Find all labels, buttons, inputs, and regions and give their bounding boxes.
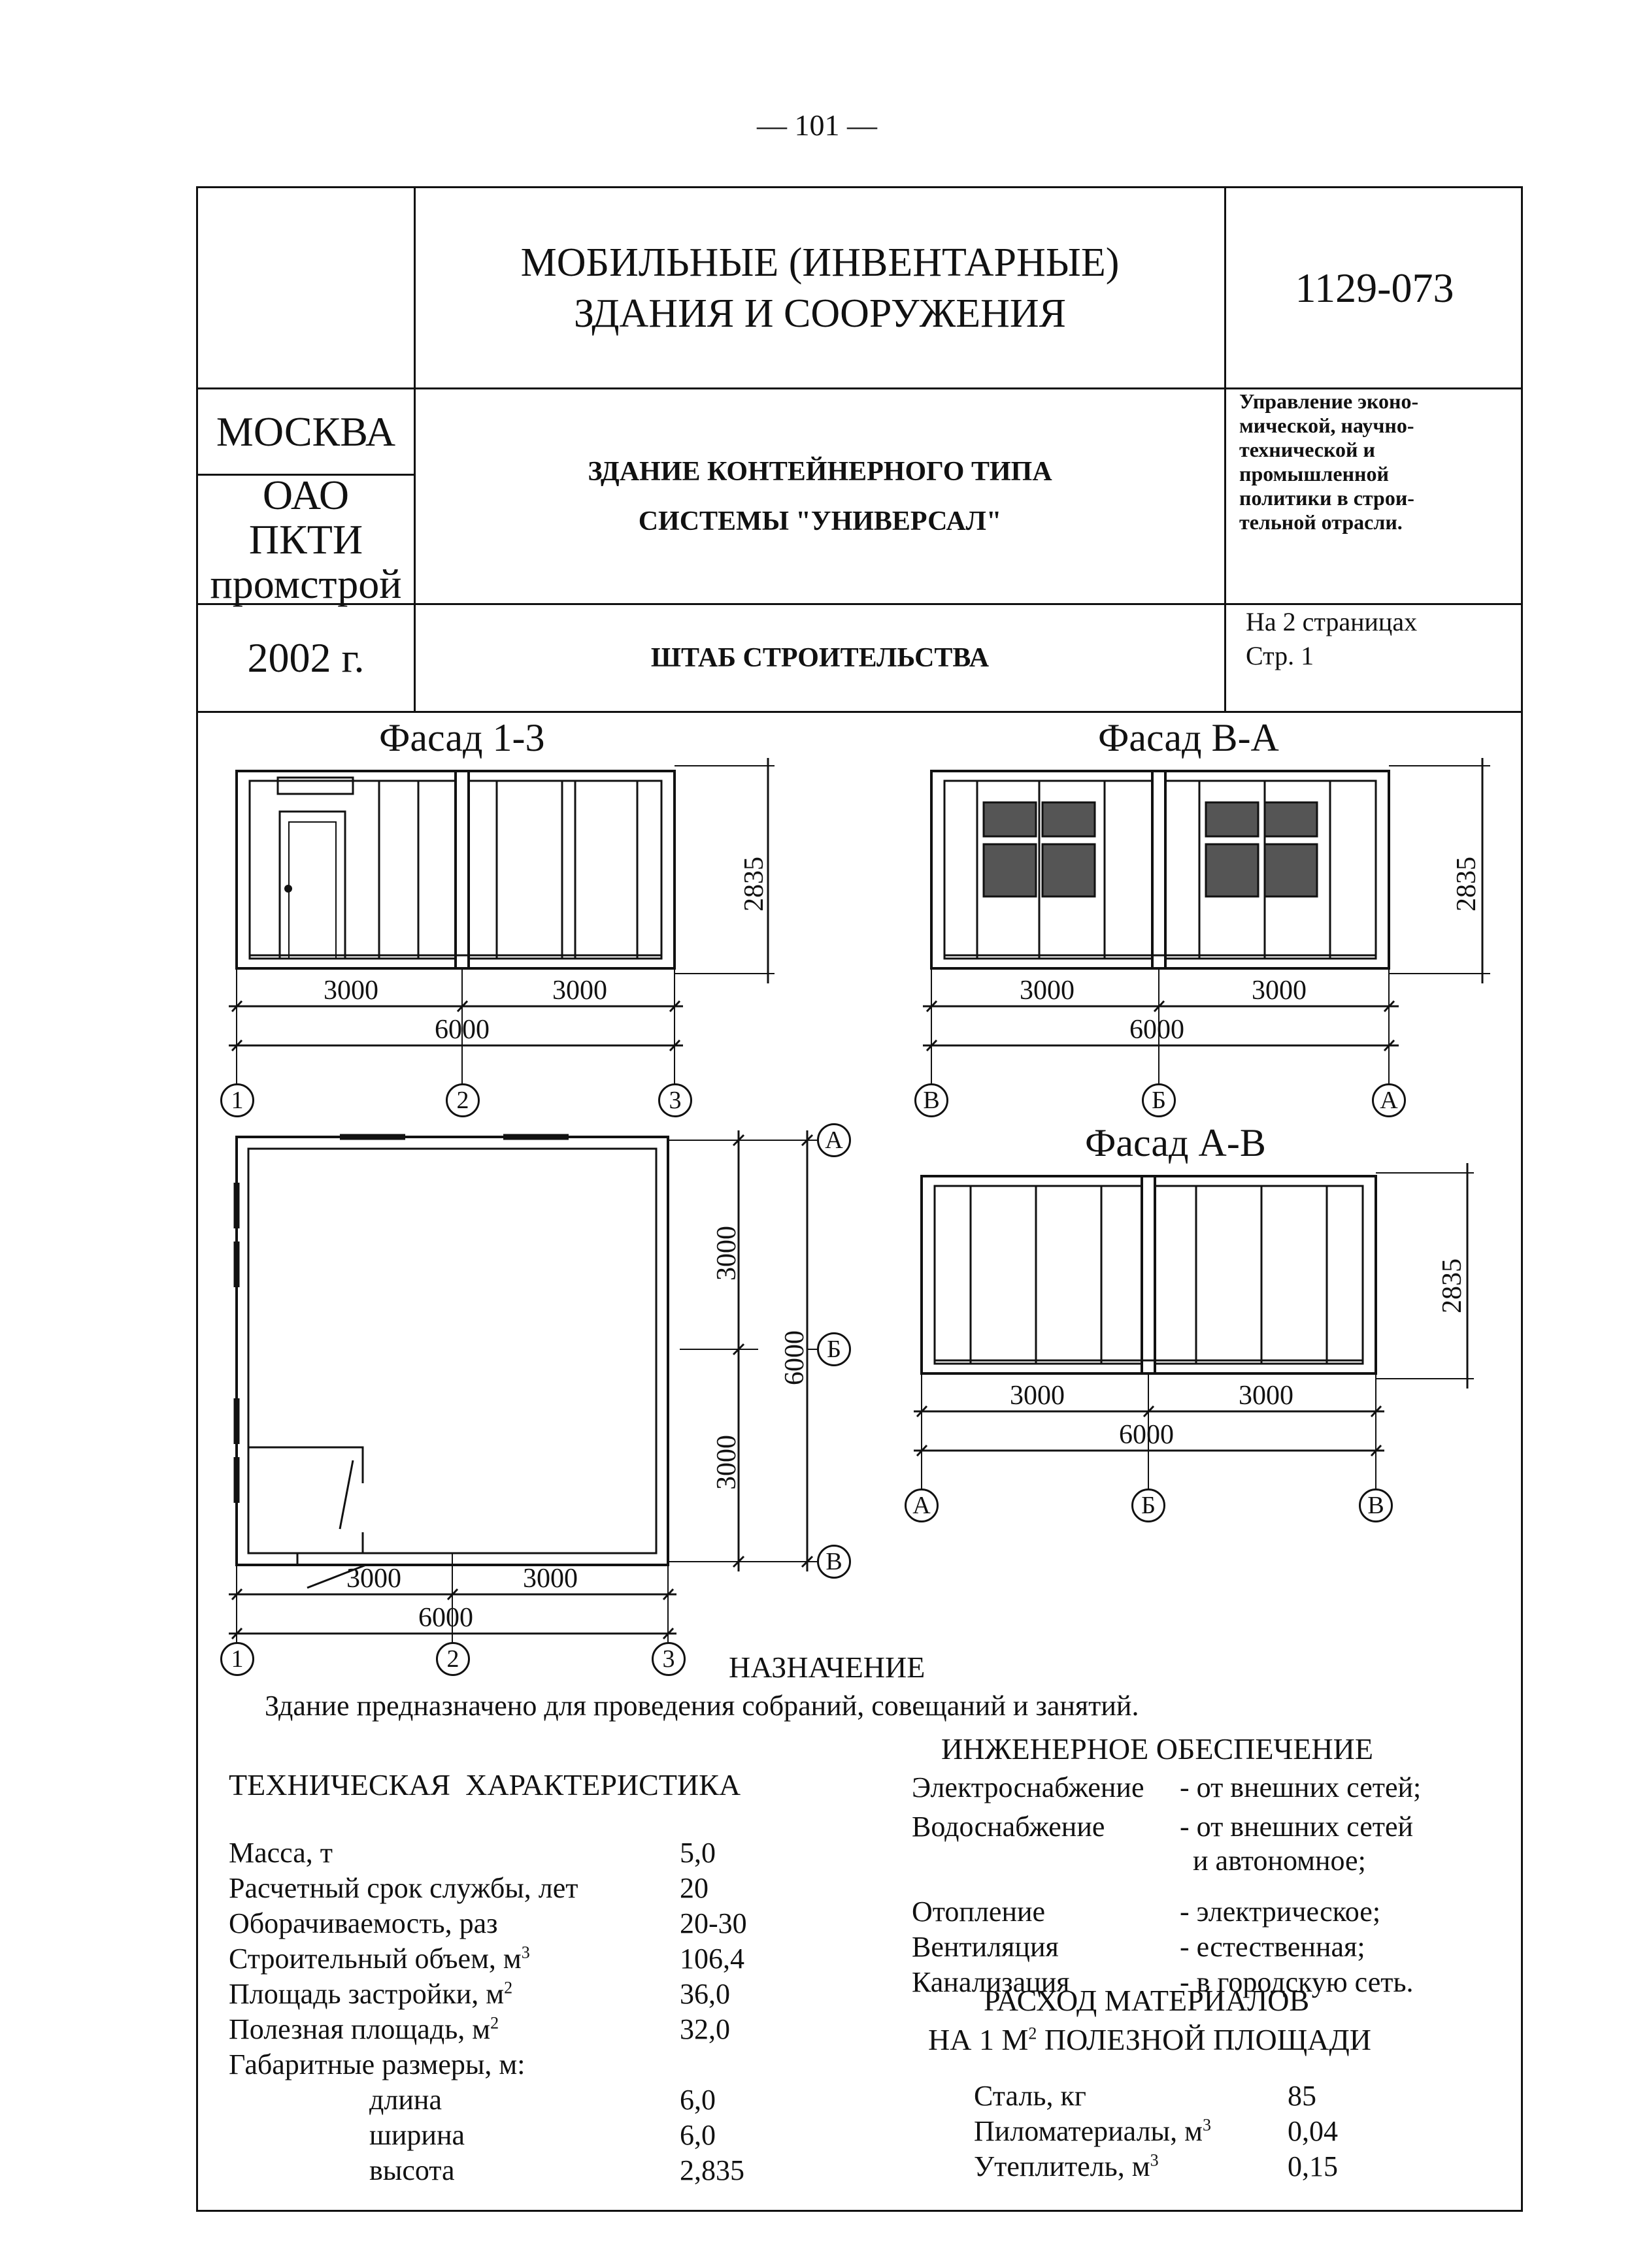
row-value: 20-30 <box>680 1907 747 1939</box>
row-label-text: Полезная площадь, м <box>229 2013 491 2045</box>
axis-marker: 3 <box>658 1083 692 1117</box>
pages-line: На 2 страницах <box>1246 607 1418 636</box>
row-label <box>974 2079 1086 2112</box>
axis-marker: В <box>914 1083 948 1117</box>
row-label-text: Отопление <box>912 1896 1046 1928</box>
axis-marker: 2 <box>436 1642 470 1676</box>
superscript: 3 <box>521 1943 530 1962</box>
dim-total: 6000 <box>1119 1420 1174 1450</box>
dim-total: 6000 <box>1129 1015 1184 1045</box>
dim-module: 3000 <box>1020 976 1075 1006</box>
axis-marker: Б <box>817 1332 851 1366</box>
row-label <box>912 1771 1144 1804</box>
facade-1-3-drawing <box>229 758 775 1094</box>
row-label-text: Строительный объем, м <box>229 1943 522 1975</box>
axis-marker: 2 <box>446 1083 480 1117</box>
row-label-text: Вентиляция <box>912 1931 1059 1963</box>
object-name: ШТАБ СТРОИТЕЛЬСТВА <box>650 643 990 673</box>
org-line: промстрой <box>210 560 402 607</box>
superscript: 2 <box>490 2013 499 2033</box>
facade-windows <box>984 802 1317 896</box>
row-value: 0,15 <box>1288 2150 1338 2182</box>
dim-height: 2835 <box>739 857 769 912</box>
row-value: - в городскую сеть. <box>1180 1966 1414 1998</box>
axis-marker: В <box>817 1545 851 1579</box>
row-label-text: Площадь застройки, м <box>229 1978 505 2010</box>
materials-subheading-a: НА 1 М <box>928 2023 1029 2056</box>
mgmt-line: политики в строи- <box>1239 486 1414 510</box>
row-label-text: Канализация <box>912 1966 1070 1998</box>
facade-a-v-drawing <box>914 1163 1474 1500</box>
row-label <box>974 2114 1211 2148</box>
materials-subheading <box>928 2022 1371 2057</box>
row-label-text: длина <box>369 2084 442 2116</box>
row-label-text: высота <box>369 2154 455 2186</box>
row-value: 106,4 <box>680 1943 744 1975</box>
pages-line: Стр. 1 <box>1246 641 1314 670</box>
dim-total: 6000 <box>780 1330 810 1385</box>
tech-heading: ТЕХНИЧЕСКАЯ ХАРАКТЕРИСТИКА <box>229 1768 741 1801</box>
purpose-heading: НАЗНАЧЕНИЕ <box>729 1651 925 1684</box>
row-value: - электрическое; <box>1180 1896 1381 1928</box>
city: МОСКВА <box>216 408 396 455</box>
dim-total: 6000 <box>418 1603 473 1633</box>
row-label-text: Утеплитель, м <box>974 2150 1150 2182</box>
facade-1-3-title: Фасад 1-3 <box>379 716 545 759</box>
superscript: 2 <box>504 1978 513 1997</box>
axis-marker: Б <box>1142 1083 1176 1117</box>
row-label-text: Масса, т <box>229 1837 333 1869</box>
dim-module: 3000 <box>552 976 607 1006</box>
facade-a-v-title: Фасад А-В <box>1085 1121 1266 1164</box>
row-label <box>229 1836 333 1869</box>
row-value: - от внешних сетей <box>1180 1811 1414 1843</box>
title-line: МОБИЛЬНЫЕ (ИНВЕНТАРНЫЕ) <box>520 240 1120 285</box>
row-label-text: Габаритные размеры, м: <box>229 2048 525 2080</box>
row-label-text: Водоснабжение <box>912 1811 1105 1843</box>
dim-module: 3000 <box>1239 1381 1293 1411</box>
purpose-text: Здание предназначено для проведения собраний, совещаний и занятий. <box>265 1690 1139 1722</box>
axis-marker: А <box>905 1488 939 1522</box>
axis-marker: Б <box>1131 1488 1165 1522</box>
row-label-text: Расчетный срок службы, лет <box>229 1872 578 1904</box>
superscript: 3 <box>1202 2115 1211 2135</box>
building-line: СИСТЕМЫ "УНИВЕРСАЛ" <box>638 506 1002 536</box>
dim-height: 2835 <box>1452 857 1482 912</box>
dim-module: 3000 <box>1010 1381 1065 1411</box>
row-label <box>229 2048 525 2081</box>
row-value: и автономное; <box>1193 1845 1366 1877</box>
axis-marker: 1 <box>220 1083 254 1117</box>
row-label-text: Электроснабжение <box>912 1771 1144 1803</box>
row-value: - естественная; <box>1180 1931 1365 1963</box>
org-line: ОАО <box>262 471 350 518</box>
mgmt-line: мической, научно- <box>1239 414 1414 437</box>
mgmt-line: технической и <box>1239 438 1375 461</box>
dim-total: 6000 <box>435 1015 490 1045</box>
row-value: - от внешних сетей; <box>1180 1771 1422 1803</box>
row-label <box>229 1977 512 2011</box>
page-number: — 101 — <box>757 108 877 142</box>
row-label <box>912 1930 1059 1964</box>
row-value: 5,0 <box>680 1837 716 1869</box>
materials-subheading-b: ПОЛЕЗНОЙ ПЛОЩАДИ <box>1037 2023 1371 2056</box>
dim-module: 3000 <box>324 976 378 1006</box>
row-label <box>974 2150 1159 2183</box>
row-label <box>369 2083 442 2116</box>
mgmt-line: Управление эконо- <box>1239 389 1419 413</box>
row-label-text: ширина <box>369 2119 465 2151</box>
mgmt-line: промышленной <box>1239 462 1389 485</box>
dim-module: 3000 <box>523 1564 578 1594</box>
row-value: 2,835 <box>680 2154 744 2186</box>
row-label <box>369 2154 455 2187</box>
axis-marker: А <box>817 1123 851 1157</box>
axis-marker: 1 <box>220 1642 254 1676</box>
dim-module: 3000 <box>1252 976 1307 1006</box>
row-value: 20 <box>680 1872 709 1904</box>
row-label <box>229 1942 530 1975</box>
row-label-text: Пиломатериалы, м <box>974 2115 1203 2147</box>
dim-module: 3000 <box>712 1435 742 1490</box>
title-line: ЗДАНИЯ И СООРУЖЕНИЯ <box>573 291 1067 336</box>
row-label <box>229 1907 498 1940</box>
year: 2002 г. <box>247 634 365 681</box>
row-label <box>229 2013 499 2046</box>
dim-module: 3000 <box>712 1226 742 1281</box>
row-label-text: Сталь, кг <box>974 2080 1086 2112</box>
row-label <box>369 2118 465 2152</box>
building-line: ЗДАНИЕ КОНТЕЙНЕРНОГО ТИПА <box>588 456 1052 487</box>
org-line: ПКТИ <box>248 516 363 563</box>
row-value: 6,0 <box>680 2119 716 2151</box>
row-label <box>912 1810 1105 1843</box>
row-value: 0,04 <box>1288 2115 1338 2147</box>
axis-marker: 3 <box>652 1642 686 1676</box>
facade-v-a-title: Фасад В-А <box>1098 716 1279 759</box>
dim-height: 2835 <box>1437 1258 1467 1313</box>
row-value: 36,0 <box>680 1978 730 2010</box>
row-value: 85 <box>1288 2080 1316 2112</box>
document-code: 1129-073 <box>1295 264 1454 311</box>
row-label-text: Оборачиваемость, раз <box>229 1907 498 1939</box>
superscript: 3 <box>1150 2150 1159 2170</box>
row-label <box>912 1895 1045 1928</box>
axis-marker: В <box>1359 1488 1393 1522</box>
mgmt-line: тельной отрасли. <box>1239 510 1403 534</box>
superscript: 2 <box>1028 2024 1037 2043</box>
dim-module: 3000 <box>346 1564 401 1594</box>
axis-marker: А <box>1372 1083 1406 1117</box>
row-value: 6,0 <box>680 2084 716 2116</box>
engineering-heading: ИНЖЕНЕРНОЕ ОБЕСПЕЧЕНИЕ <box>941 1732 1373 1766</box>
row-value: 32,0 <box>680 2013 730 2045</box>
materials-heading: РАСХОД МАТЕРИАЛОВ <box>984 1984 1310 2017</box>
row-label <box>229 1871 578 1905</box>
